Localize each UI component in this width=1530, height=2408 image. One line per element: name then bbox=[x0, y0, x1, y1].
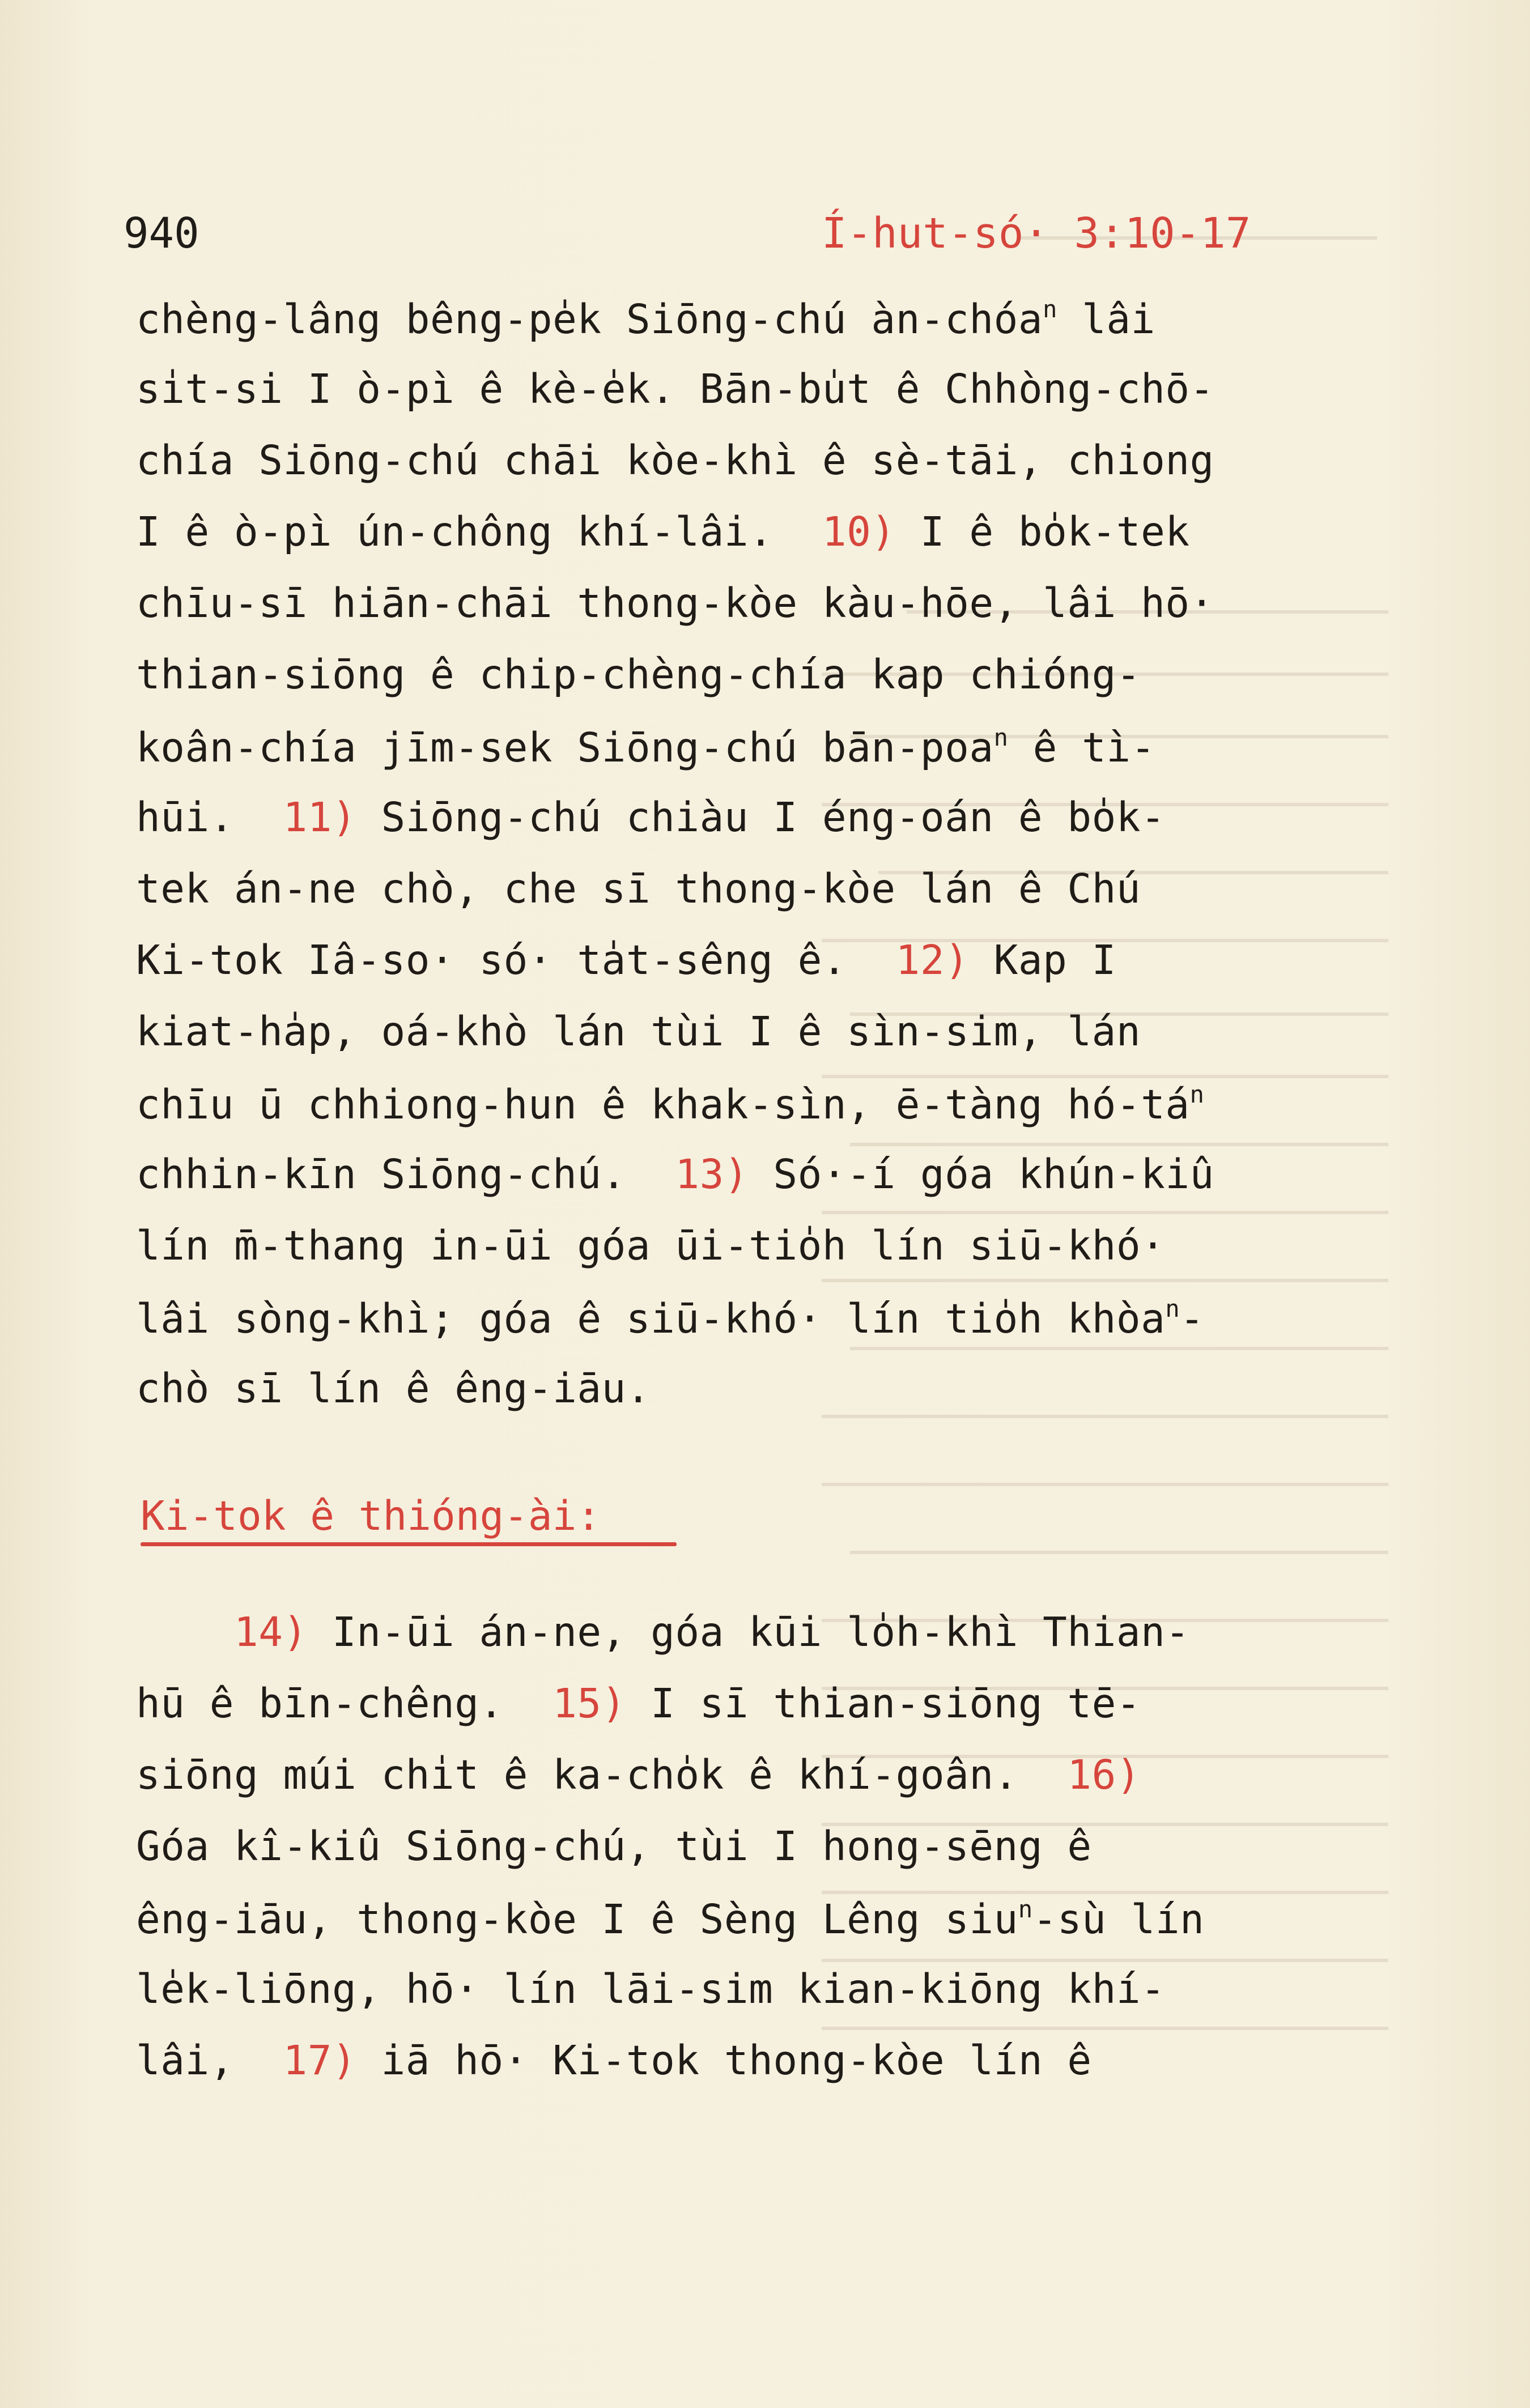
paragraph1-line bbox=[136, 295, 1155, 343]
paragraph1-line bbox=[136, 1151, 1214, 1198]
verse-text: Kap I bbox=[969, 937, 1116, 984]
verse-text: Só·-í góa khún-kiû bbox=[749, 1151, 1214, 1198]
paragraph1-line bbox=[136, 1295, 1205, 1342]
verse-number: 15) bbox=[552, 1680, 626, 1727]
verse-text: koân-chía jīm-sek Siōng-chú bān-poa bbox=[136, 724, 994, 771]
verse-text: -sù lín bbox=[1032, 1896, 1205, 1943]
verse-text: chèng-lâng bêng-pe̍k Siōng-chú àn-chóa bbox=[136, 296, 1043, 343]
verse-text: Siōng-chú chiàu I éng-oán ê bo̍k- bbox=[356, 794, 1166, 841]
running-title: Í-hut-só· 3:10-17 bbox=[822, 209, 1251, 258]
superscript-n: n bbox=[1043, 295, 1057, 323]
verse-text: chīu ū chhiong-hun ê khak-sìn, ē-tàng hó-tá bbox=[136, 1081, 1190, 1128]
superscript-n: n bbox=[993, 724, 1009, 751]
superscript-n: n bbox=[1018, 1895, 1033, 1923]
paragraph1-line bbox=[136, 1080, 1205, 1128]
paragraph1-line bbox=[136, 508, 1190, 555]
verse-text: tek án-ne chò, che sī thong-kòe lán ê Chú bbox=[136, 865, 1141, 912]
verse-number: 12) bbox=[895, 937, 970, 984]
verse-text: êng-iāu, thong-kòe I ê Sèng Lêng siu bbox=[136, 1896, 1018, 1943]
section-heading: Ki-tok ê thióng-ài: bbox=[141, 1492, 601, 1539]
verse-text: chò sī lín ê êng-iāu. bbox=[136, 1365, 651, 1412]
paragraph2-line bbox=[136, 1751, 1141, 1798]
verse-text: iā hō· Ki-tok thong-kòe lín ê bbox=[356, 2037, 1092, 2084]
verse-text: chhin-kīn Siōng-chú. bbox=[136, 1151, 675, 1198]
paragraph1-line bbox=[136, 937, 1116, 984]
paragraph2-line bbox=[136, 2037, 1092, 2084]
verse-text: hūi. bbox=[136, 794, 283, 841]
verse-text: chīu-sī hiān-chāi thong-kòe kàu-hōe, lâi hō· bbox=[136, 580, 1214, 627]
verse-text: kiat-ha̍p, oá-khò lán tùi I ê sìn-sim, lán bbox=[136, 1008, 1141, 1055]
verse-text: chía Siōng-chú chāi kòe-khì ê sè-tāi, chiong bbox=[136, 437, 1214, 484]
verse-text: lâi bbox=[1057, 296, 1155, 343]
verse-text: thian-siōng ê chip-chèng-chía kap chióng- bbox=[136, 651, 1141, 698]
verse-number: 10) bbox=[822, 508, 896, 555]
verse-text: Góa kî-kiû Siōng-chú, tùi I hong-sēng ê bbox=[136, 1823, 1092, 1870]
paragraph1-line bbox=[136, 1008, 1141, 1055]
verse-text: ê tì- bbox=[1008, 724, 1155, 771]
paragraph2-line bbox=[136, 1680, 1141, 1727]
verse-text: I sī thian-siōng tē- bbox=[626, 1680, 1141, 1727]
verse-text: lâi, bbox=[136, 2037, 283, 2084]
superscript-n: n bbox=[1165, 1295, 1180, 1322]
verse-number: 16) bbox=[1067, 1751, 1141, 1798]
paragraph2-line bbox=[136, 1609, 1190, 1656]
paragraph1-line bbox=[136, 794, 1166, 841]
paragraph1-line bbox=[136, 1365, 651, 1412]
verse-text: I ê ò-pì ún-chông khí-lâi. bbox=[136, 508, 822, 555]
paragraph1-line bbox=[136, 651, 1141, 698]
verse-text: Ki-tok Iâ-so· só· ta̍t-sêng ê. bbox=[136, 937, 896, 984]
verse-text bbox=[136, 1609, 234, 1656]
paragraph1-line bbox=[136, 1222, 1166, 1269]
paragraph1-line bbox=[136, 580, 1214, 627]
verse-text: le̍k-liōng, hō· lín lāi-sim kian-kiōng khí- bbox=[136, 1965, 1166, 2013]
verse-number: 17) bbox=[283, 2037, 357, 2084]
verse-text: si̍t-si I ò-pì ê kè-e̍k. Bān-bu̍t ê Chhòng-chō- bbox=[136, 365, 1214, 412]
paragraph1-line bbox=[136, 865, 1141, 912]
verse-number: 14) bbox=[233, 1609, 308, 1656]
paragraph2-line bbox=[136, 1965, 1166, 2013]
paragraph2-line bbox=[136, 1895, 1205, 1943]
verse-text: In-ūi án-ne, góa kūi lo̍h-khì Thian- bbox=[307, 1609, 1190, 1656]
verse-text: - bbox=[1180, 1295, 1205, 1342]
paragraph1-line bbox=[136, 365, 1214, 412]
paragraph1-line bbox=[136, 724, 1155, 771]
verse-text: siōng múi chi̍t ê ka-cho̍k ê khí-goân. bbox=[136, 1751, 1068, 1798]
verse-text: lâi sòng-khì; góa ê siū-khó· lín tio̍h khòa bbox=[136, 1295, 1166, 1342]
verse-text: lín m̄-thang in-ūi góa ūi-tio̍h lín siū-khó· bbox=[136, 1222, 1166, 1269]
superscript-n: n bbox=[1189, 1080, 1205, 1108]
section-heading-underline bbox=[141, 1542, 677, 1546]
paragraph1-line bbox=[136, 437, 1214, 484]
paragraph2-line bbox=[136, 1823, 1092, 1870]
verse-text: I ê bo̍k-tek bbox=[895, 508, 1190, 555]
verse-number: 13) bbox=[675, 1151, 749, 1198]
verse-text: hū ê bīn-chêng. bbox=[136, 1680, 553, 1727]
verse-number: 11) bbox=[283, 794, 357, 841]
page-number: 940 bbox=[124, 209, 199, 258]
